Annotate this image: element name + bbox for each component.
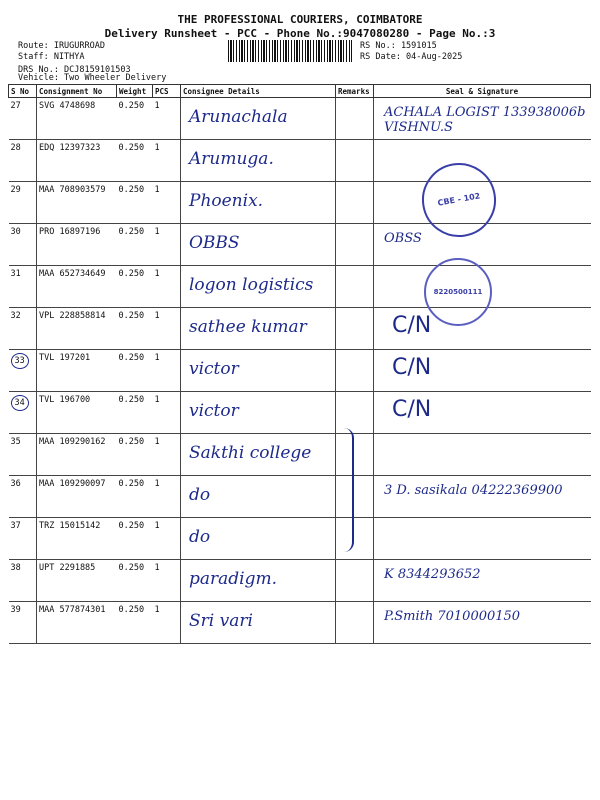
cell-sign [374, 350, 591, 392]
cell-sign [374, 392, 591, 434]
cell-sno [9, 224, 37, 266]
cell-text: 0.250 [118, 563, 145, 573]
signature: ACHALA LOGIST 133938006b VISHNU.S [384, 105, 586, 135]
cell-cno [37, 350, 117, 392]
consignee-handwriting: OBBS [189, 233, 240, 253]
cell-sign [374, 476, 591, 518]
cell-cno [37, 392, 117, 434]
table-header [9, 85, 591, 98]
cell-consignee [181, 476, 336, 518]
cell-text: 1 [154, 311, 160, 321]
consignee-handwriting: Sri vari [189, 611, 253, 631]
consignee-handwriting: do [189, 485, 211, 505]
cell-sno [9, 308, 37, 350]
cell-text: 0.250 [118, 437, 145, 447]
signature: C/N [392, 313, 432, 338]
route-info [18, 41, 131, 76]
cell-text: 32 [10, 311, 21, 321]
cell-text: 1 [154, 101, 160, 111]
cell-text: 0.250 [118, 101, 145, 111]
cell-pcs [153, 476, 181, 518]
signature: OBSS [384, 231, 422, 246]
cell-remarks [336, 308, 374, 350]
cell-cno [37, 224, 117, 266]
table-row [9, 350, 591, 392]
cell-text: 1 [154, 269, 160, 279]
staff: Staff: NITHYA [18, 52, 85, 62]
consignee-handwriting: sathee kumar [189, 317, 307, 337]
cell-sign [374, 434, 591, 476]
cell-consignee [181, 560, 336, 602]
cell-remarks [336, 266, 374, 308]
cell-text: 1 [154, 395, 160, 405]
signature: P.Smith 7010000150 [384, 609, 521, 624]
rs-info [360, 41, 462, 63]
consignee-handwriting: Arunachala [189, 107, 288, 127]
cell-text: 1 [154, 143, 160, 153]
table-row [9, 182, 591, 224]
route: Route: IRUGURROAD [18, 41, 105, 51]
cell-sno [9, 266, 37, 308]
cell-sno [9, 350, 37, 392]
cell-text: 0.250 [118, 605, 145, 615]
company-name: THE PROFESSIONAL COURIERS, COIMBATORE [177, 13, 423, 26]
cell-weight [117, 308, 153, 350]
signature: 3 D. sasikala 04222369900 [384, 483, 563, 498]
cell-remarks [336, 98, 374, 140]
cell-pcs [153, 518, 181, 560]
cell-consignee [181, 602, 336, 644]
cell-sno [9, 476, 37, 518]
cell-text: 0.250 [118, 227, 145, 237]
cell-sign [374, 602, 591, 644]
cell-text: VPL 228858814 [39, 311, 106, 321]
cell-text: 1 [154, 437, 160, 447]
cell-text: TRZ 15015142 [39, 521, 101, 531]
cell-remarks [336, 140, 374, 182]
cell-text: 1 [154, 479, 160, 489]
consignee-handwriting: Phoenix. [189, 191, 264, 211]
consignee-handwriting: logon logistics [189, 275, 314, 295]
runsheet-title: Delivery Runsheet - PCC - Phone No.:9047080280 - Page No.:3 [104, 27, 496, 40]
col-pcs: PCS [153, 85, 181, 98]
cell-weight [117, 518, 153, 560]
cell-pcs [153, 350, 181, 392]
cell-sno [9, 518, 37, 560]
vehicle: Vehicle: Two Wheeler Delivery [18, 73, 167, 83]
cell-consignee [181, 266, 336, 308]
cell-text: TVL 197201 [39, 353, 91, 363]
cell-text: 35 [10, 437, 21, 447]
cell-text: SVG 4748698 [39, 101, 96, 111]
cell-consignee [181, 392, 336, 434]
cell-sign [374, 224, 591, 266]
runsheet-table [8, 84, 591, 644]
col-consignment: Consignment No [37, 85, 117, 98]
cell-cno [37, 182, 117, 224]
cell-text: 0.250 [118, 185, 145, 195]
signature: K 8344293652 [384, 567, 481, 582]
col-remarks: Remarks [336, 85, 374, 98]
cell-text: 39 [10, 605, 21, 615]
col-consignee: Consignee Details [181, 85, 336, 98]
cell-sno [9, 140, 37, 182]
cell-text: MAA 109290097 [39, 479, 106, 489]
cell-consignee [181, 98, 336, 140]
table-row [9, 560, 591, 602]
cell-consignee [181, 518, 336, 560]
consignee-handwriting: victor [189, 401, 239, 421]
cell-cno [37, 476, 117, 518]
cell-pcs [153, 98, 181, 140]
cell-remarks [336, 560, 374, 602]
cell-cno [37, 308, 117, 350]
cell-cno [37, 560, 117, 602]
cell-cno [37, 434, 117, 476]
cell-text: 28 [10, 143, 21, 153]
cell-cno [37, 602, 117, 644]
cell-consignee [181, 182, 336, 224]
cell-remarks [336, 602, 374, 644]
col-seal-signature: Seal & Signature [374, 85, 591, 98]
cell-text: 0.250 [118, 521, 145, 531]
cell-consignee [181, 308, 336, 350]
drs-number: DRS No.: DCJ8159101503 [18, 65, 131, 75]
consignee-handwriting: Arumuga. [189, 149, 274, 169]
cell-consignee [181, 350, 336, 392]
cell-pcs [153, 266, 181, 308]
cell-consignee [181, 434, 336, 476]
cell-pcs [153, 392, 181, 434]
cell-sno [9, 434, 37, 476]
cell-pcs [153, 560, 181, 602]
cell-text: 1 [154, 185, 160, 195]
table-row [9, 392, 591, 434]
cell-consignee [181, 140, 336, 182]
cell-weight [117, 476, 153, 518]
signature: C/N [392, 397, 432, 422]
cell-text: 34 [11, 395, 29, 411]
cell-pcs [153, 182, 181, 224]
cell-sno [9, 560, 37, 602]
cell-weight [117, 98, 153, 140]
cell-weight [117, 140, 153, 182]
barcode [228, 40, 352, 62]
cell-pcs [153, 308, 181, 350]
cell-text: 0.250 [118, 143, 145, 153]
cell-sno [9, 392, 37, 434]
consignee-handwriting: Sakthi college [189, 443, 312, 463]
signature: C/N [392, 355, 432, 380]
cell-text: UPT 2291885 [39, 563, 96, 573]
cell-text: MAA 109290162 [39, 437, 106, 447]
table-row [9, 518, 591, 560]
cell-text: 38 [10, 563, 21, 573]
cell-sno [9, 98, 37, 140]
cell-weight [117, 224, 153, 266]
cell-text: 0.250 [118, 479, 145, 489]
cell-pcs [153, 140, 181, 182]
col-sno: S No [9, 85, 37, 98]
cell-text: MAA 652734649 [39, 269, 106, 279]
rs-number: RS No.: 1591015 [360, 41, 437, 51]
cell-sign [374, 560, 591, 602]
cell-consignee [181, 224, 336, 266]
cell-weight [117, 182, 153, 224]
consignee-handwriting: do [189, 527, 211, 547]
ditto-brace [342, 428, 354, 552]
cell-cno [37, 518, 117, 560]
cell-text: MAA 708903579 [39, 185, 106, 195]
cell-weight [117, 392, 153, 434]
table-row [9, 602, 591, 644]
round-stamp [424, 258, 492, 326]
cell-sno [9, 602, 37, 644]
stamp-phone: 8220500111 [433, 288, 483, 296]
cell-text: 36 [10, 479, 21, 489]
cell-weight [117, 602, 153, 644]
cell-text: 1 [154, 521, 160, 531]
cell-text: EDQ 12397323 [39, 143, 101, 153]
stamp-code: CBE - 102 [436, 191, 481, 208]
cell-text: 31 [10, 269, 21, 279]
cell-remarks [336, 224, 374, 266]
cell-remarks [336, 350, 374, 392]
cell-sign [374, 98, 591, 140]
cell-remarks [336, 182, 374, 224]
table-row [9, 98, 591, 140]
cell-text: 30 [10, 227, 21, 237]
consignee-handwriting: victor [189, 359, 239, 379]
cell-cno [37, 140, 117, 182]
cell-pcs [153, 224, 181, 266]
rs-date: RS Date: 04-Aug-2025 [360, 52, 463, 62]
cell-pcs [153, 434, 181, 476]
cell-sign [374, 518, 591, 560]
table-row [9, 308, 591, 350]
cell-sno [9, 182, 37, 224]
table-row [9, 266, 591, 308]
consignee-handwriting: paradigm. [189, 569, 278, 589]
cell-cno [37, 266, 117, 308]
cell-weight [117, 266, 153, 308]
table-row [9, 434, 591, 476]
table-row [9, 224, 591, 266]
cell-text: 1 [154, 605, 160, 615]
cell-cno [37, 98, 117, 140]
cell-weight [117, 434, 153, 476]
cell-text: 1 [154, 227, 160, 237]
cell-text: MAA 577874301 [39, 605, 106, 615]
cell-text: 1 [154, 563, 160, 573]
cell-text: 29 [10, 185, 21, 195]
cell-text: 0.250 [118, 269, 145, 279]
cell-pcs [153, 602, 181, 644]
cell-text: 27 [10, 101, 21, 111]
cell-text: TVL 196700 [39, 395, 91, 405]
cell-text: 33 [11, 353, 29, 369]
cell-text: 37 [10, 521, 21, 531]
table-row [9, 140, 591, 182]
cell-text: 0.250 [118, 311, 145, 321]
cell-text: 0.250 [118, 353, 145, 363]
table-row [9, 476, 591, 518]
cell-weight [117, 350, 153, 392]
cell-text: 1 [154, 353, 160, 363]
cell-weight [117, 560, 153, 602]
cell-text: 0.250 [118, 395, 145, 405]
cell-text: PRO 16897196 [39, 227, 101, 237]
col-weight: Weight [117, 85, 153, 98]
